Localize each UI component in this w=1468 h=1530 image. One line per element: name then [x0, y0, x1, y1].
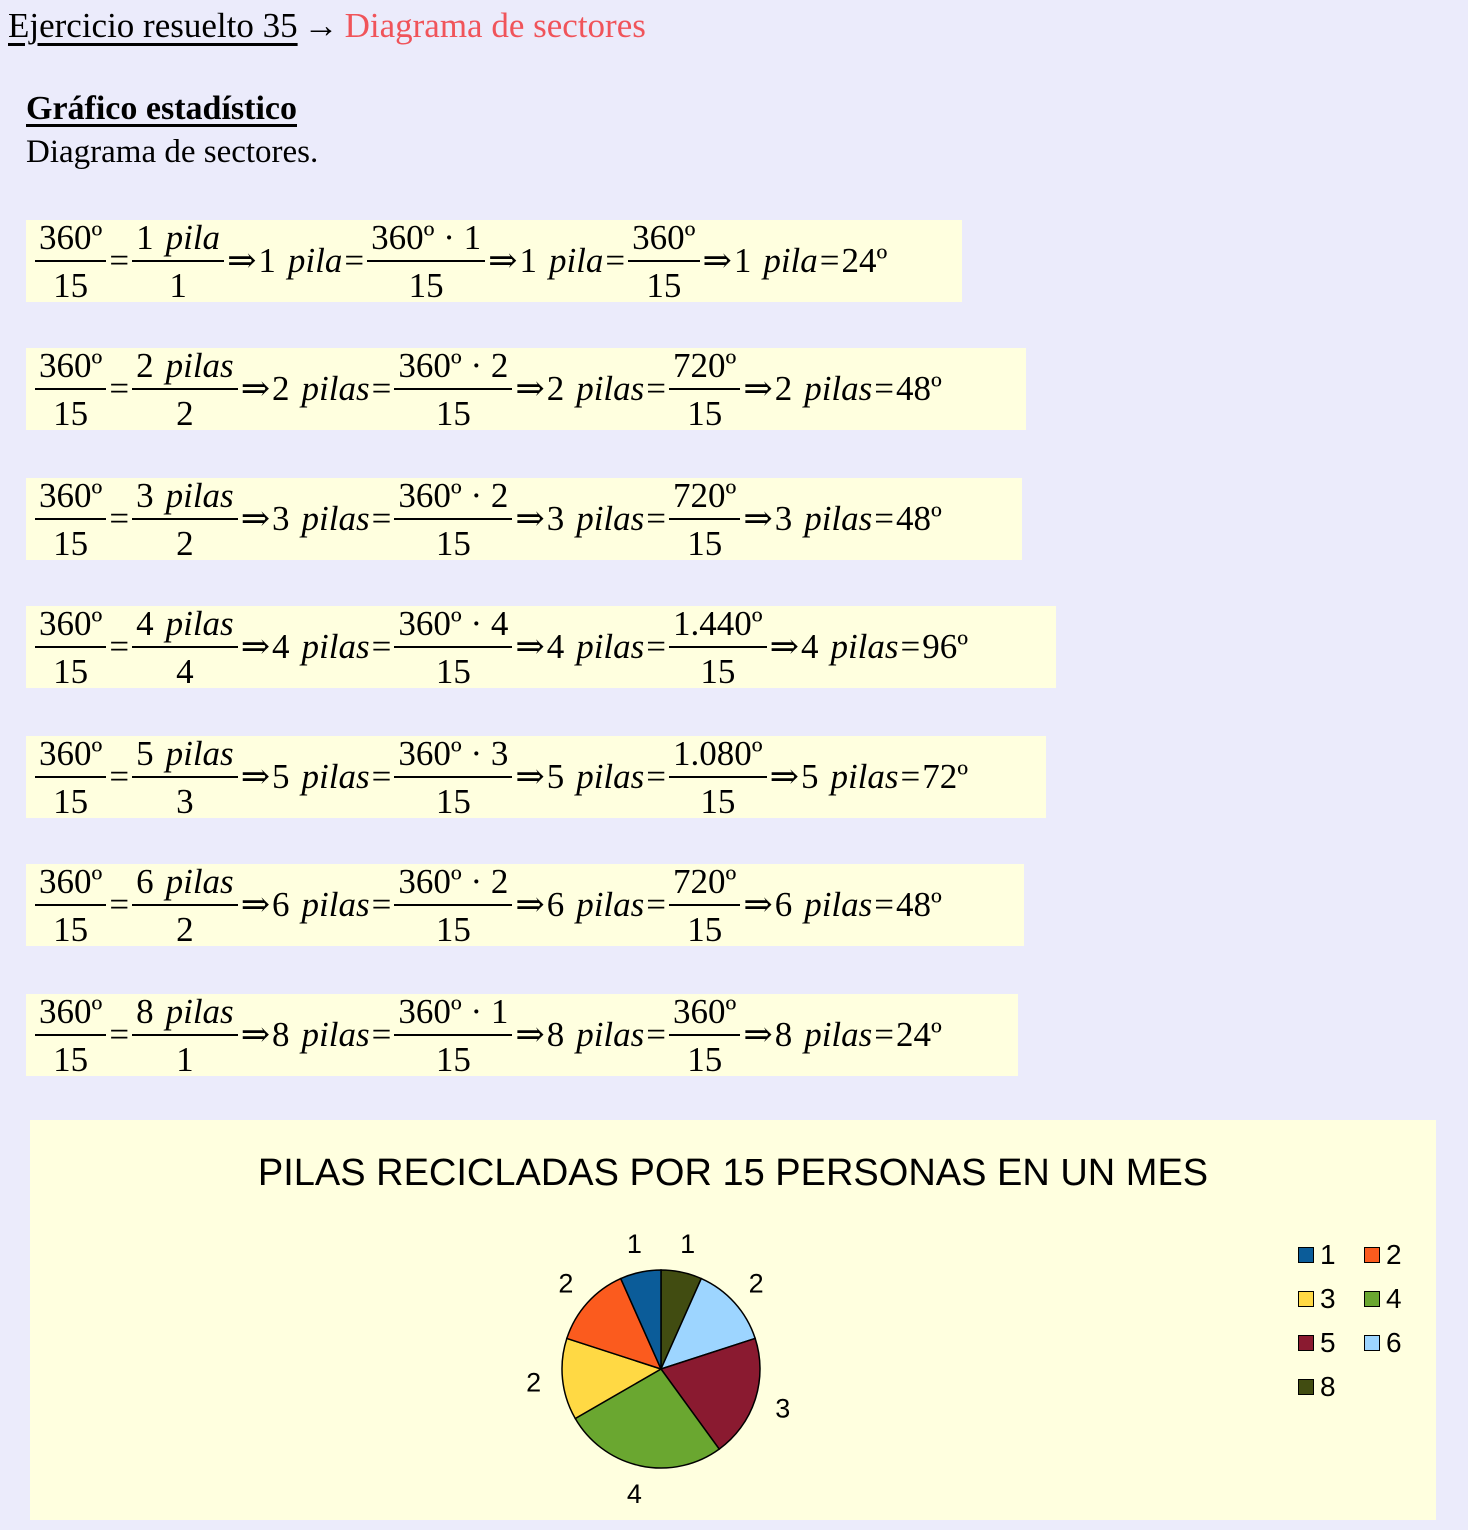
- legend-item-2: [1364, 1240, 1430, 1270]
- pie-data-label: 1: [626, 1228, 642, 1259]
- fraction-product: $\frac{\text{360º · 2}}{15}$: [394, 478, 512, 561]
- fraction-product: $\frac{\text{360º · 1}}{15}$: [367, 220, 485, 303]
- pie-data-label: 4: [626, 1479, 642, 1510]
- legend-label: 8: [1320, 1371, 1336, 1402]
- chart-legend: [1298, 1240, 1430, 1402]
- legend-item-8: [1298, 1372, 1364, 1402]
- equation-row: $\frac{\text{360º}}{15}$ = $\frac{\text{2 pilas}}{2}$ ⇒ 2 pilas = $\frac{\text{360º · 2}}{15}$ ⇒ 2 pilas = $\frac{\text{720º}}{15}$ ⇒ 2 pilas = 48º: [26, 348, 1026, 430]
- equation-row: $\frac{\text{360º}}{15}$ = $\frac{\text{5 pilas}}{3}$ ⇒ 5 pilas = $\frac{\text{360º · 3}}{15}$ ⇒ 5 pilas = $\frac{\text{1.080º}}{15}$ ⇒ 5 pilas = 72º: [26, 736, 1046, 818]
- equation-row: $\frac{\text{360º}}{15}$ = $\frac{\text{1 pila}}{1}$ ⇒ 1 pila = $\frac{\text{360º · 1}}{15}$ ⇒ 1 pila = $\frac{\text{360º}}{15}$ ⇒ 1 pila = 24º: [26, 220, 962, 302]
- breadcrumb: [8, 6, 646, 46]
- degree-result: 24º: [896, 1015, 942, 1054]
- legend-swatch: [1298, 1335, 1314, 1351]
- degree-result: 96º: [922, 627, 969, 666]
- breadcrumb-current: Diagrama de sectores: [344, 6, 646, 45]
- fraction-result: $\frac{\text{720º}}{15}$: [669, 348, 740, 431]
- legend-label: 6: [1386, 1327, 1402, 1358]
- legend-swatch: [1298, 1291, 1314, 1307]
- degree-result: 48º: [896, 885, 942, 924]
- pie-data-label: 2: [748, 1268, 764, 1299]
- degree-result: 72º: [922, 757, 969, 796]
- fraction-ratio: $\frac{\text{5 pilas}}{3}$: [132, 736, 238, 819]
- fraction-total: $\frac{\text{360º}}{15}$: [35, 994, 106, 1077]
- breadcrumb-link[interactable]: Ejercicio resuelto 35: [8, 6, 298, 45]
- fraction-result: $\frac{\text{1.080º}}{15}$: [669, 736, 767, 819]
- pie-chart: [30, 1120, 1436, 1520]
- fraction-result: $\frac{\text{720º}}{15}$: [669, 478, 740, 561]
- fraction-result: $\frac{\text{720º}}{15}$: [669, 864, 740, 947]
- legend-item-4: [1364, 1284, 1430, 1314]
- legend-swatch: [1298, 1247, 1314, 1263]
- legend-label: 3: [1320, 1283, 1336, 1314]
- legend-item-5: [1298, 1328, 1364, 1358]
- legend-item-3: [1298, 1284, 1364, 1314]
- degree-result: 24º: [841, 241, 888, 280]
- chart-title: PILAS RECICLADAS POR 15 PERSONAS EN UN MES: [257, 1152, 1209, 1194]
- legend-swatch: [1364, 1247, 1380, 1263]
- fraction-product: $\frac{\text{360º · 1}}{15}$: [394, 994, 512, 1077]
- equation-row: $\frac{\text{360º}}{15}$ = $\frac{\text{3 pilas}}{2}$ ⇒ 3 pilas = $\frac{\text{360º · 2}}{15}$ ⇒ 3 pilas = $\frac{\text{720º}}{15}$ ⇒ 3 pilas = 48º: [26, 478, 1022, 560]
- fraction-total: $\frac{\text{360º}}{15}$: [35, 478, 106, 561]
- legend-swatch: [1298, 1379, 1314, 1395]
- pie-data-label: 2: [558, 1268, 574, 1299]
- fraction-total: $\frac{\text{360º}}{15}$: [35, 348, 106, 431]
- fraction-product: $\frac{\text{360º · 2}}{15}$: [394, 348, 512, 431]
- breadcrumb-arrow: →: [303, 6, 339, 45]
- legend-label: 5: [1320, 1327, 1336, 1358]
- fraction-result: $\frac{\text{360º}}{15}$: [628, 220, 699, 303]
- fraction-product: $\frac{\text{360º · 2}}{15}$: [394, 864, 512, 947]
- section-subheading: Diagrama de sectores.: [26, 134, 319, 170]
- legend-label: 2: [1386, 1239, 1402, 1270]
- pie-data-label: 1: [680, 1228, 696, 1259]
- fraction-total: $\frac{\text{360º}}{15}$: [35, 736, 106, 819]
- fraction-ratio: $\frac{\text{3 pilas}}{2}$: [132, 478, 238, 561]
- fraction-ratio: $\frac{\text{6 pilas}}{2}$: [132, 864, 238, 947]
- fraction-total: $\frac{\text{360º}}{15}$: [35, 220, 106, 303]
- degree-result: 48º: [896, 369, 942, 408]
- section-heading: Gráfico estadístico: [26, 90, 297, 127]
- legend-item-1: [1298, 1240, 1364, 1270]
- fraction-total: $\frac{\text{360º}}{15}$: [35, 864, 106, 947]
- fraction-ratio: $\frac{\text{8 pilas}}{1}$: [132, 994, 238, 1077]
- legend-label: 4: [1386, 1283, 1402, 1314]
- fraction-product: $\frac{\text{360º · 4}}{15}$: [394, 606, 512, 689]
- fraction-result: $\frac{\text{1.440º}}{15}$: [669, 606, 767, 689]
- equation-row: $\frac{\text{360º}}{15}$ = $\frac{\text{4 pilas}}{4}$ ⇒ 4 pilas = $\frac{\text{360º · 4}}{15}$ ⇒ 4 pilas = $\frac{\text{1.440º}}{15}$ ⇒ 4 pilas = 96º: [26, 606, 1056, 688]
- pie-chart-panel: [30, 1120, 1436, 1520]
- legend-swatch: [1364, 1335, 1380, 1351]
- degree-result: 48º: [896, 499, 942, 538]
- legend-swatch: [1364, 1291, 1380, 1307]
- fraction-ratio: $\frac{\text{2 pilas}}{2}$: [132, 348, 238, 431]
- pie-data-label: 2: [526, 1367, 542, 1398]
- fraction-product: $\frac{\text{360º · 3}}{15}$: [394, 736, 512, 819]
- legend-label: 1: [1320, 1239, 1336, 1270]
- equation-row: $\frac{\text{360º}}{15}$ = $\frac{\text{8 pilas}}{1}$ ⇒ 8 pilas = $\frac{\text{360º · 1}}{15}$ ⇒ 8 pilas = $\frac{\text{360º}}{15}$ ⇒ 8 pilas = 24º: [26, 994, 1018, 1076]
- equation-row: $\frac{\text{360º}}{15}$ = $\frac{\text{6 pilas}}{2}$ ⇒ 6 pilas = $\frac{\text{360º · 2}}{15}$ ⇒ 6 pilas = $\frac{\text{720º}}{15}$ ⇒ 6 pilas = 48º: [26, 864, 1024, 946]
- fraction-ratio: $\frac{\text{4 pilas}}{4}$: [132, 606, 238, 689]
- legend-item-6: [1364, 1328, 1430, 1358]
- fraction-result: $\frac{\text{360º}}{15}$: [669, 994, 740, 1077]
- fraction-ratio: $\frac{\text{1 pila}}{1}$: [132, 220, 224, 303]
- pie-data-label: 3: [775, 1393, 791, 1424]
- fraction-total: $\frac{\text{360º}}{15}$: [35, 606, 106, 689]
